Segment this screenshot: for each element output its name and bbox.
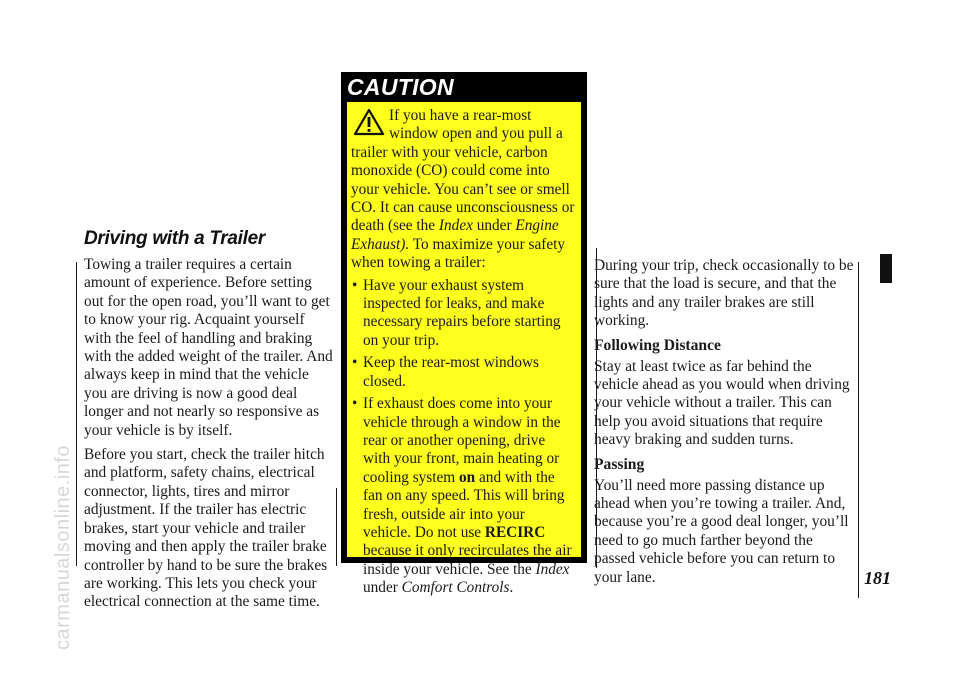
section-tab-marker	[880, 254, 892, 283]
list-item: • Keep the rear-most windows closed.	[352, 354, 539, 390]
subheading-passing: Passing	[594, 455, 645, 473]
paragraph: Towing a trailer requires a certain amount of experience. Before setting out for the open road, you’ll want to get to know your rig. Acquaint yourself with the feel of handling and braking with the added weight of the trailer. And always keep in mind that the vehicle you are driving is now a good deal longer and not nearly so responsive as your vehicle is by itself.	[84, 256, 333, 439]
page-number: 181	[864, 568, 891, 588]
paragraph: You’ll need more passing distance up ahead when you’re towing a trailer. And, because you’re a good deal longer, you’ll need to go much farther beyond the passed vehicle before you can return to your lane.	[594, 476, 849, 586]
caution-intro: If you have a rear-most window open and you pull a trailer with your vehicle, carbon monoxide (CO) could come into your vehicle. You can’t see or smell CO. It can cause unconsciousness or death (see the Index under Engine Exhaust). To maximize your safety when towing a trailer:	[351, 107, 575, 272]
list-item: • If exhaust does come into your vehicle through a window in the rear or another opening, drive with your front, main heating or cooling system on and with the fan on any speed. This will bring fresh, outside air into your vehicle. Do not use RECIRC because it only recirculates the air inside your vehicle. See the Index under Comfort Controls.	[352, 395, 572, 597]
warning-triangle-icon	[353, 108, 385, 136]
caution-title: CAUTION	[347, 74, 454, 100]
column-rule-middle	[336, 488, 337, 566]
caution-body	[347, 102, 581, 597]
paragraph: During your trip, check occasionally to be sure that the load is secure, and that the lights and any trailer brakes are still working.	[594, 257, 854, 330]
list-item: • Have your exhaust system inspected for leaks, and make necessary repairs before starting on your trip.	[352, 276, 561, 349]
caution-box	[341, 72, 587, 597]
watermark: carmanualsonline.info	[52, 444, 74, 650]
caution-list	[351, 277, 575, 598]
section-heading: Driving with a Trailer	[84, 228, 265, 249]
right-column	[594, 257, 856, 593]
margin-rule	[858, 262, 859, 566]
paragraph: Before you start, check the trailer hitch and platform, safety chains, electrical connector, lights, tires and mirror adjustment. If the trailer has electric brakes, start your vehicle and trailer moving and then apply the trailer brake controller by hand to be sure the brakes are working. This lets you check your electrical connection at the same time.	[84, 446, 328, 611]
column-rule-left	[76, 262, 77, 566]
subheading-following-distance: Following Distance	[594, 336, 721, 354]
paragraph: Stay at least twice as far behind the vehicle ahead as you would when driving your vehicle without a trailer. This can help you avoid situations that require heavy braking and sudden turns.	[594, 357, 850, 449]
page-number-rule	[858, 566, 859, 598]
left-column	[84, 228, 334, 618]
